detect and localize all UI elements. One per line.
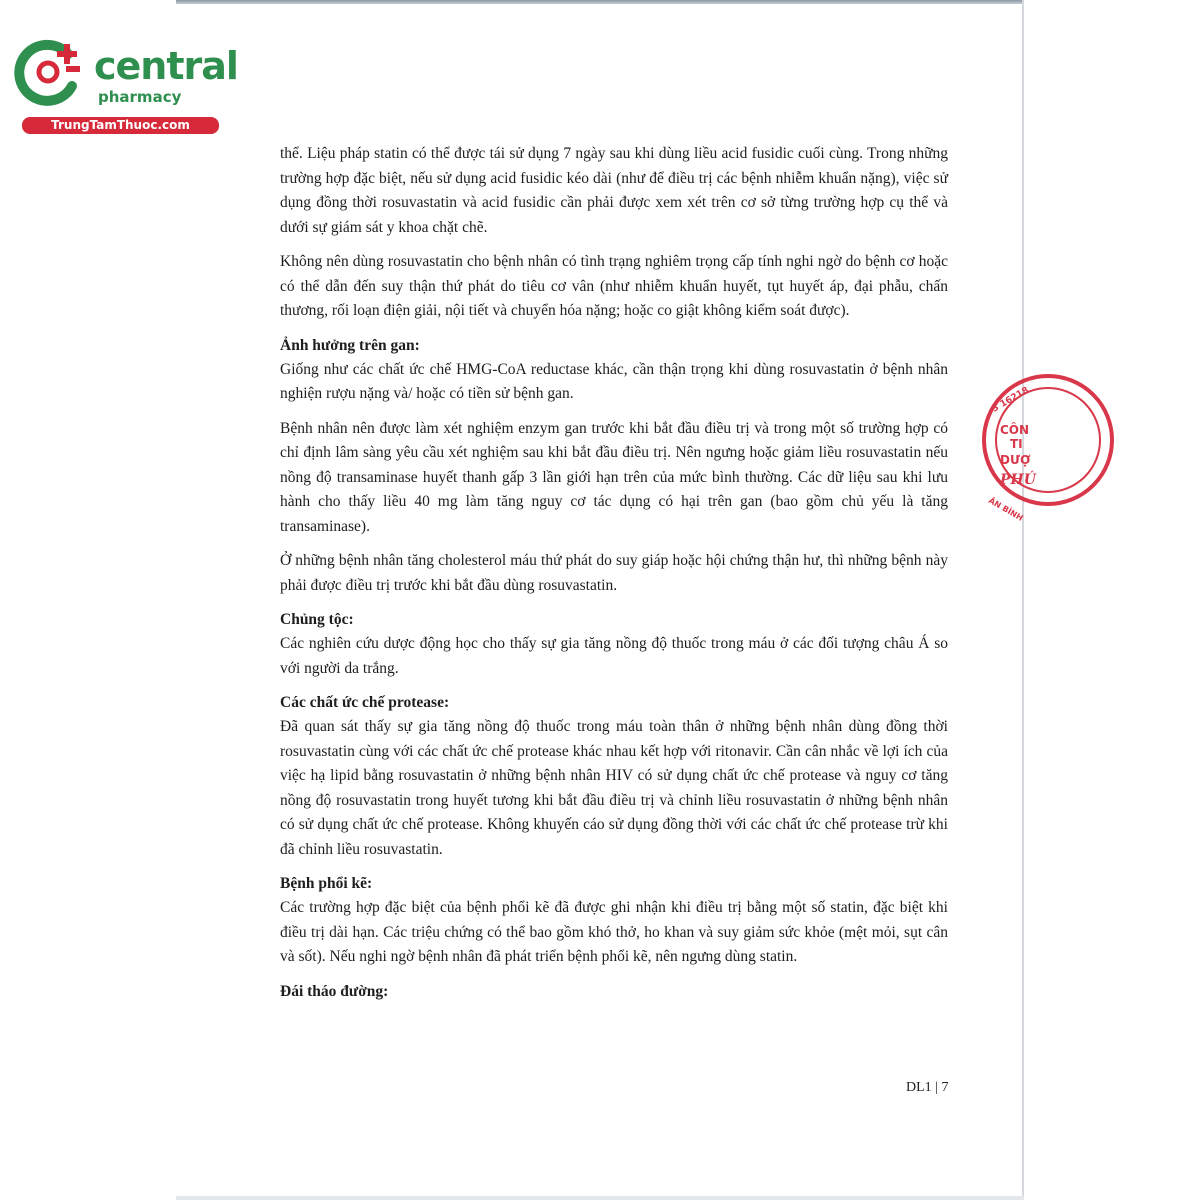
logo-brand-subtitle: pharmacy xyxy=(98,88,182,106)
heading-liver-effects: Ảnh hưởng trên gan: xyxy=(280,336,420,354)
paragraph-interstitial-lung-disease: Các trường hợp đặc biệt của bệnh phổi kẽ đã được ghi nhận khi điều trị bằng một số statin, đặc biệt khi điều trị dài hạn. Các triệu chứng có thể bao gồm khó thở, ho khan và suy giảm sức khỏe (mệt mỏi, sụt cân và sốt). Nếu nghi ngờ bệnh nhân đã phát triển bệnh phổi kẽ, nên ngưng dùng statin. xyxy=(280,899,948,965)
red-seal-icon xyxy=(980,372,1070,532)
svg-text:CÔN: CÔN xyxy=(1000,423,1030,437)
paragraph-hypercholesterolemia: Ở những bệnh nhân tăng cholesterol máu thứ phát do suy giáp hoặc hội chứng thận hư, thì những bệnh này phải được điều trị trước khi bắt đầu dùng rosuvastatin. xyxy=(280,552,948,594)
svg-text:TI: TI xyxy=(1010,437,1023,451)
brand-logo[interactable] xyxy=(10,36,238,136)
svg-text:DƯỢ: DƯỢ xyxy=(1000,453,1031,467)
company-seal-stamp xyxy=(980,372,1036,532)
logo-brand-name: central xyxy=(94,44,238,88)
heading-race: Chủng tộc: xyxy=(280,611,354,628)
document-body xyxy=(280,142,948,1004)
scan-edge-top xyxy=(176,0,1024,4)
paragraph-liver-enzyme-tests: Bệnh nhân nên được làm xét nghiệm enzym gan trước khi bắt đầu điều trị và trong một số trường hợp có chỉ định lâm sàng yêu cầu xét nghiệm sau khi bắt đầu điều trị. Nên ngưng hoặc giảm liều rosuvastatin nếu nồng độ transaminase huyết thanh gấp 3 lần giới hạn trên của mức bình thường. Các dữ liệu sau khi lưu hành cho thấy liều 40 mg làm tăng nguy cơ tác dụng có hại trên gan (bao gồm chủ yếu là tăng transaminase). xyxy=(280,419,948,535)
svg-text:3 16218: 3 16218 xyxy=(990,385,1031,415)
paragraph-protease-inhibitors: Đã quan sát thấy sự gia tăng nồng độ thuốc trong máu toàn thân ở những bệnh nhân dùng đồng thời rosuvastatin cùng với các chất ức chế protease khác nhau kết hợp với ritonavir. Cần cân nhắc về lợi ích của việc hạ lipid bằng rosuvastatin ở những bệnh nhân HIV có sử dụng chất ức chế protease và nguy cơ tăng nồng độ rosuvastatin trong huyết tương khi bắt đầu điều trị và chỉnh liều rosuvastatin ở những bệnh nhân có sử dụng chất ức chế protease. Không khuyến cáo sử dụng đồng thời với các chất ức chế protease trừ khi đã chỉnh liều rosuvastatin. xyxy=(280,718,948,858)
heading-interstitial-lung-disease: Bệnh phổi kẽ: xyxy=(280,875,373,892)
scan-edge-right xyxy=(1022,0,1024,1200)
svg-text:PHÚ: PHÚ xyxy=(1000,472,1036,488)
paragraph-liver-caution: Giống như các chất ức chế HMG-CoA reductase khác, cần thận trọng khi dùng rosuvastatin ở bệnh nhân nghiện rượu nặng và/ hoặc có tiền sử bệnh gan. xyxy=(280,360,948,402)
heading-diabetes: Đái tháo đường: xyxy=(280,982,389,1000)
paragraph-myopathy-warning: Không nên dùng rosuvastatin cho bệnh nhân có tình trạng nghiêm trọng cấp tính nghi ngờ do bệnh cơ hoặc có thể dẫn đến suy thận thứ phát do tiêu cơ vân (như nhiễm khuẩn huyết, tụt huyết áp, đại phẫu, chấn thương, rối loạn điện giải, nội tiết và chuyển hóa nặng; hoặc co giật không kiểm soát được). xyxy=(280,253,948,319)
logo-website-badge[interactable]: TrungTamThuoc.com xyxy=(22,117,219,134)
paragraph-race: Các nghiên cứu dược động học cho thấy sự gia tăng nồng độ thuốc trong máu ở các đối tượng châu Á so với người da trắng. xyxy=(280,635,948,677)
svg-text:ÂN BÌNH: ÂN BÌNH xyxy=(987,495,1025,523)
page-number: DL1 | 7 xyxy=(906,1080,949,1095)
central-pharmacy-logo-icon xyxy=(10,36,90,108)
paragraph-fusidic-acid: thể. Liệu pháp statin có thể được tái sử dụng 7 ngày sau khi dùng liều acid fusidic cuối cùng. Trong những trường hợp đặc biệt, nếu sử dụng acid fusidic kéo dài (như để điều trị các bệnh nhiễm khuẩn nặng), việc sử dụng đồng thời rosuvastatin và acid fusidic cần phải được xem xét trên cơ sở từng trường hợp cụ thể và dưới sự giám sát y khoa chặt chẽ. xyxy=(280,145,948,236)
heading-protease-inhibitors: Các chất ức chế protease: xyxy=(280,694,450,711)
scan-edge-bottom xyxy=(176,1196,1024,1200)
